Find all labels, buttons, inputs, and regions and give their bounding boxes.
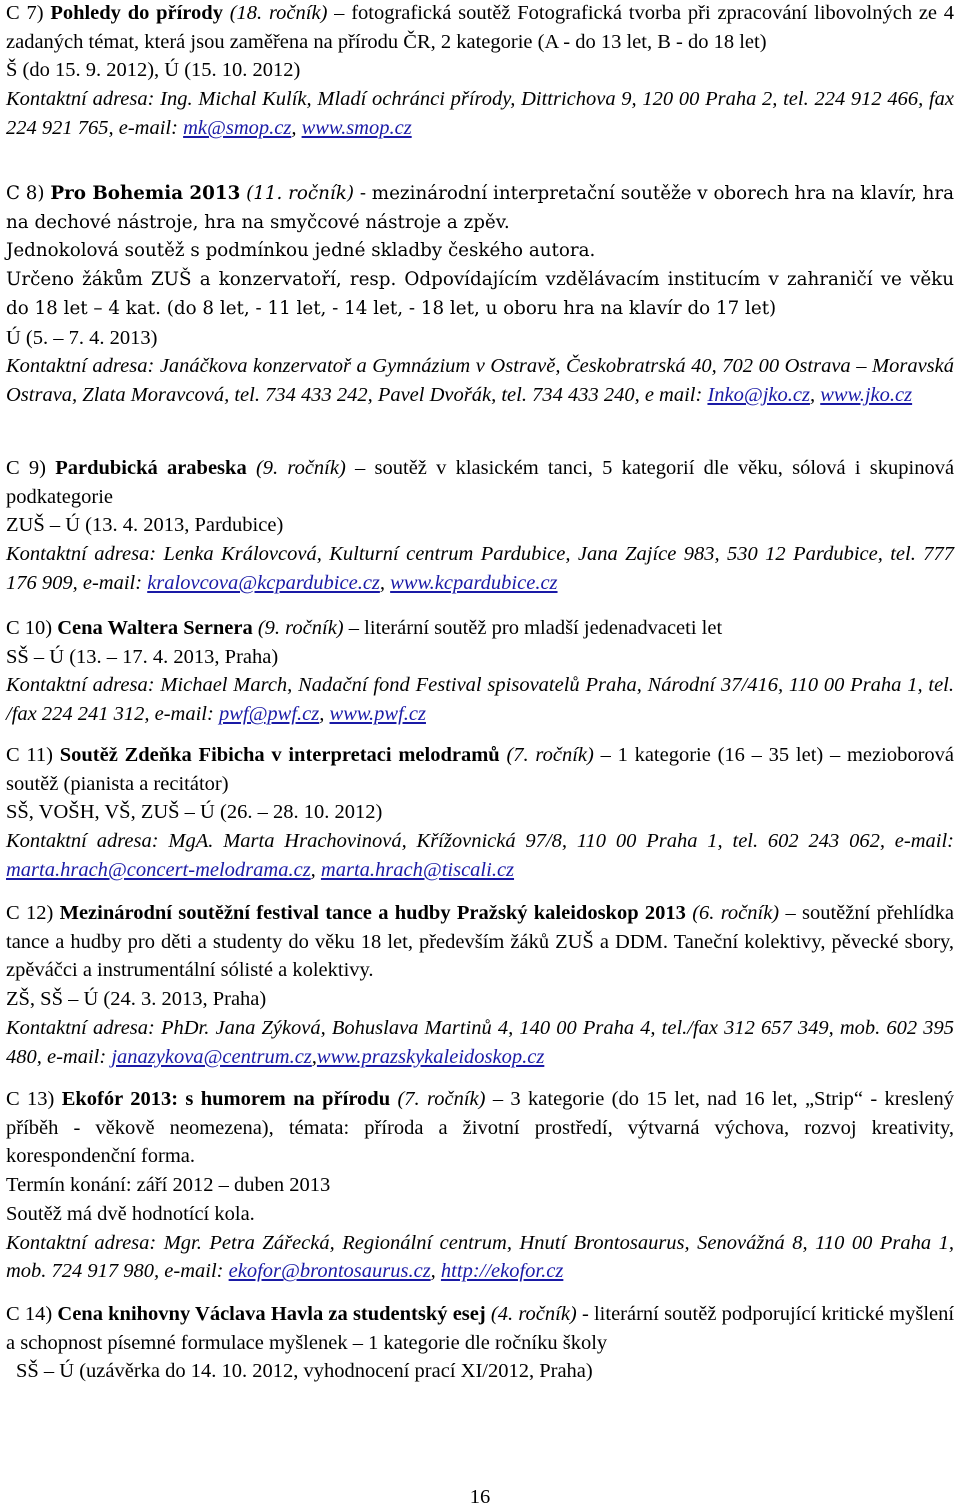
web-link[interactable]: www.smop.cz <box>301 116 412 139</box>
email-link[interactable]: janazykova@centrum.cz <box>111 1045 312 1068</box>
entry-c11-heading <box>6 741 954 798</box>
separator: , <box>809 383 821 406</box>
separator: , <box>379 571 391 594</box>
separator: , <box>310 858 321 881</box>
contact-text: Michael March, Nadační fond Festival spisovatelů Praha, Národní 37/416, 110 00 Praha 1, tel. /fax 224 241 312, e-mail: <box>6 674 955 726</box>
email-link[interactable]: ekofor@brontosaurus.cz <box>228 1260 431 1283</box>
entry-line: Určeno žákům ZUŠ a konzervatoří, resp. Odpovídajícím vzdělávacím institucím v zahraničí ve věku do 18 let – 4 kat. (do 8 let, - 11 let, - 14 let, - 18 let, u oboru hra na klavír do 17 let) <box>6 269 954 319</box>
entry-c11 <box>6 741 954 885</box>
entry-title: Pohledy do přírody <box>50 2 223 24</box>
email-link[interactable]: pwf@pwf.cz <box>218 703 320 726</box>
entry-contact <box>6 352 954 409</box>
entry-contact <box>6 540 954 597</box>
web-link[interactable]: www.prazskykaleidoskop.cz <box>316 1045 545 1068</box>
entry-c13 <box>6 1085 954 1286</box>
entry-c14-heading <box>6 1300 954 1357</box>
entry-title: Cena Waltera Sernera <box>57 617 253 639</box>
email-link[interactable]: mk@smop.cz <box>183 116 292 139</box>
contact-label: Kontaktní adresa: <box>6 1231 157 1254</box>
entry-year: (11. ročník) <box>246 183 354 204</box>
entry-description: – fotografická soutěž Fotografická tvorba při zpracování libovolných ze 4 zadaných témat, která jsou zaměřena na přírodu ČR, 2 kategorie (A - do 13 let, B - do 18 let) <box>6 2 955 53</box>
entry-c13-heading <box>6 1085 954 1171</box>
contact-label: Kontaktní adresa: <box>6 1016 155 1039</box>
web-link[interactable]: http://ekofor.cz <box>440 1260 564 1283</box>
entry-c12 <box>6 899 954 1071</box>
entry-code: C 7) <box>6 2 44 24</box>
entry-description: - mezinárodní interpretační soutěže v oborech hra na klavír, hra na dechové nástroje, hra na smyčcové nástroje a zpěv. <box>6 183 955 233</box>
contact-text: PhDr. Jana Zýková, Bohuslava Martinů 4, 140 00 Praha 4, tel./fax 312 657 349, mob. 602 395 480, e-mail: <box>6 1016 955 1068</box>
web-link[interactable]: www.kcpardubice.cz <box>390 571 558 594</box>
contact-text: MgA. Marta Hrachovinová, Křížovnická 97/8, 110 00 Praha 1, tel. 602 243 062, e-mail: <box>168 830 955 853</box>
web-link[interactable]: www.pwf.cz <box>329 703 426 726</box>
entry-year: (9. ročník) <box>255 457 346 479</box>
entry-schools: SŠ, VOŠH, VŠ, ZUŠ – Ú (26. – 28. 10. 2012) <box>6 801 383 824</box>
entry-c7-heading <box>6 0 954 56</box>
entry-title: Cena knihovny Václava Havla za studentský esej <box>57 1303 486 1325</box>
contact-text: Lenka Královcová, Kulturní centrum Pardubice, Jana Zajíce 983, 530 12 Pardubice, tel. 777 176 909, e-mail: <box>6 543 955 594</box>
separator: , <box>291 116 302 139</box>
entry-title: Pro Bohemia 2013 <box>50 183 241 204</box>
entry-contact <box>6 1229 954 1286</box>
entry-code: C 10) <box>6 617 53 639</box>
entry-year: (7. ročník) <box>506 744 594 766</box>
entry-title: Pardubická arabeska <box>55 457 247 479</box>
entry-description: – 3 kategorie (do 15 let, nad 16 let, „Strip“ - kreslený příběh - věkově neomezena), témata: příroda a životní prostředí, výtvarná výchova, rozvoj kreativity, korespondenční forma. <box>6 1088 955 1168</box>
entry-title: Ekofór 2013: s humorem na přírodu <box>61 1088 391 1110</box>
entry-c9-heading <box>6 454 954 511</box>
entry-description: - literární soutěž podporující kritické myšlení a schopnost písemné formulace myšlenek – 1 kategorie dle ročníku školy <box>6 1303 955 1354</box>
separator: , <box>430 1260 441 1283</box>
entry-code: C 14) <box>6 1303 53 1325</box>
contact-text: Ing. Michal Kulík, Mladí ochránci přírody, Dittrichova 9, 120 00 Praha 2, tel. 224 912 466, fax 224 921 765, e-mail: <box>6 88 954 139</box>
entry-rounds: Soutěž má dvě hodnotící kola. <box>6 1202 255 1225</box>
contact-label: Kontaktní adresa: <box>6 355 155 378</box>
entry-c7 <box>6 0 954 143</box>
contact-label: Kontaktní adresa: <box>6 543 157 566</box>
page-number: 16 <box>469 1486 491 1508</box>
contact-label: Kontaktní adresa: <box>6 830 159 853</box>
email-link[interactable]: Inko@jko.cz <box>707 383 810 406</box>
entry-description: – literární soutěž pro mladší jedenadvaceti let <box>348 617 723 639</box>
entry-schools: Ú (5. – 7. 4. 2013) <box>6 326 158 349</box>
web-link[interactable]: www.jko.cz <box>820 383 913 406</box>
contact-label: Kontaktní adresa: <box>6 674 155 697</box>
entry-year: (6. ročník) <box>692 902 780 924</box>
entry-year: (18. ročník) <box>229 2 328 24</box>
entry-schools: SŠ – Ú (13. – 17. 4. 2013, Praha) <box>6 645 279 668</box>
entry-schools: SŠ – Ú (uzávěrka do 14. 10. 2012, vyhodnocení prací XI/2012, Praha) <box>16 1360 593 1383</box>
entry-code: C 8) <box>6 183 45 204</box>
contact-text: Janáčkova konzervatoř a Gymnázium v Ostravě, Českobratrská 40, 702 00 Ostrava – Moravská Ostrava, Zlata Moravcová, tel. 734 433 242, Pavel Dvořák, tel. 734 433 240, e mail: <box>6 355 954 406</box>
email-link[interactable]: kralovcova@kcpardubice.cz <box>147 571 380 594</box>
email-link[interactable]: marta.hrach@concert-melodrama.cz <box>6 858 311 881</box>
entry-c10-heading <box>6 614 954 643</box>
entry-c9 <box>6 454 954 598</box>
entry-c10 <box>6 614 954 729</box>
separator: , <box>319 703 330 726</box>
entry-contact <box>6 85 954 142</box>
entry-title: Mezinárodní soutěžní festival tance a hudby Pražský kaleidoskop 2013 <box>59 902 686 924</box>
entry-code: C 13) <box>6 1088 55 1110</box>
entry-year: (7. ročník) <box>397 1088 486 1110</box>
entry-schools: ZŠ, SŠ – Ú (24. 3. 2013, Praha) <box>6 988 267 1011</box>
entry-contact <box>6 827 954 884</box>
entry-year: (9. ročník) <box>257 617 344 639</box>
entry-c8-heading <box>6 180 954 237</box>
contact-label: Kontaktní adresa: <box>6 88 155 111</box>
entry-line: Jednokolová soutěž s podmínkou jedné skladby českého autora. <box>6 240 596 262</box>
entry-contact <box>6 671 954 728</box>
entry-code: C 12) <box>6 902 54 924</box>
entry-code: C 11) <box>6 744 53 766</box>
entry-schools: Š (do 15. 9. 2012), Ú (15. 10. 2012) <box>6 59 301 82</box>
entry-schools: ZUŠ – Ú (13. 4. 2013, Pardubice) <box>6 514 284 537</box>
entry-year: (4. ročník) <box>490 1303 577 1325</box>
entry-c14 <box>6 1300 954 1386</box>
entry-c12-heading <box>6 899 954 985</box>
entry-term: Termín konání: září 2012 – duben 2013 <box>6 1174 331 1197</box>
web-link[interactable]: marta.hrach@tiscali.cz <box>320 858 515 881</box>
entry-description: – soutěž v klasickém tanci, 5 kategorií dle věku, sólová i skupinová podkategorie <box>6 457 955 508</box>
entry-description: – soutěžní přehlídka tance a hudby pro děti a studenty do věku 18 let, především žáků ZUŠ a DDM. Taneční kolektivy, pěvecké sbory, zpěváčci a instrumentální sólisté a kolektivy. <box>6 902 955 982</box>
entry-c8 <box>6 180 954 410</box>
separator: , <box>311 1045 317 1068</box>
entry-contact <box>6 1014 954 1071</box>
contact-text: Mgr. Petra Zářecká, Regionální centrum, Hnutí Brontosaurus, Senovážná 8, 110 00 Praha 1, mob. 724 917 980, e-mail: <box>6 1231 955 1283</box>
entry-title: Soutěž Zdeňka Fibicha v interpretaci melodramů <box>59 744 500 766</box>
entry-code: C 9) <box>6 457 46 479</box>
entry-description: – 1 kategorie (16 – 35 let) – mezioborová soutěž (pianista a recitátor) <box>6 744 954 795</box>
